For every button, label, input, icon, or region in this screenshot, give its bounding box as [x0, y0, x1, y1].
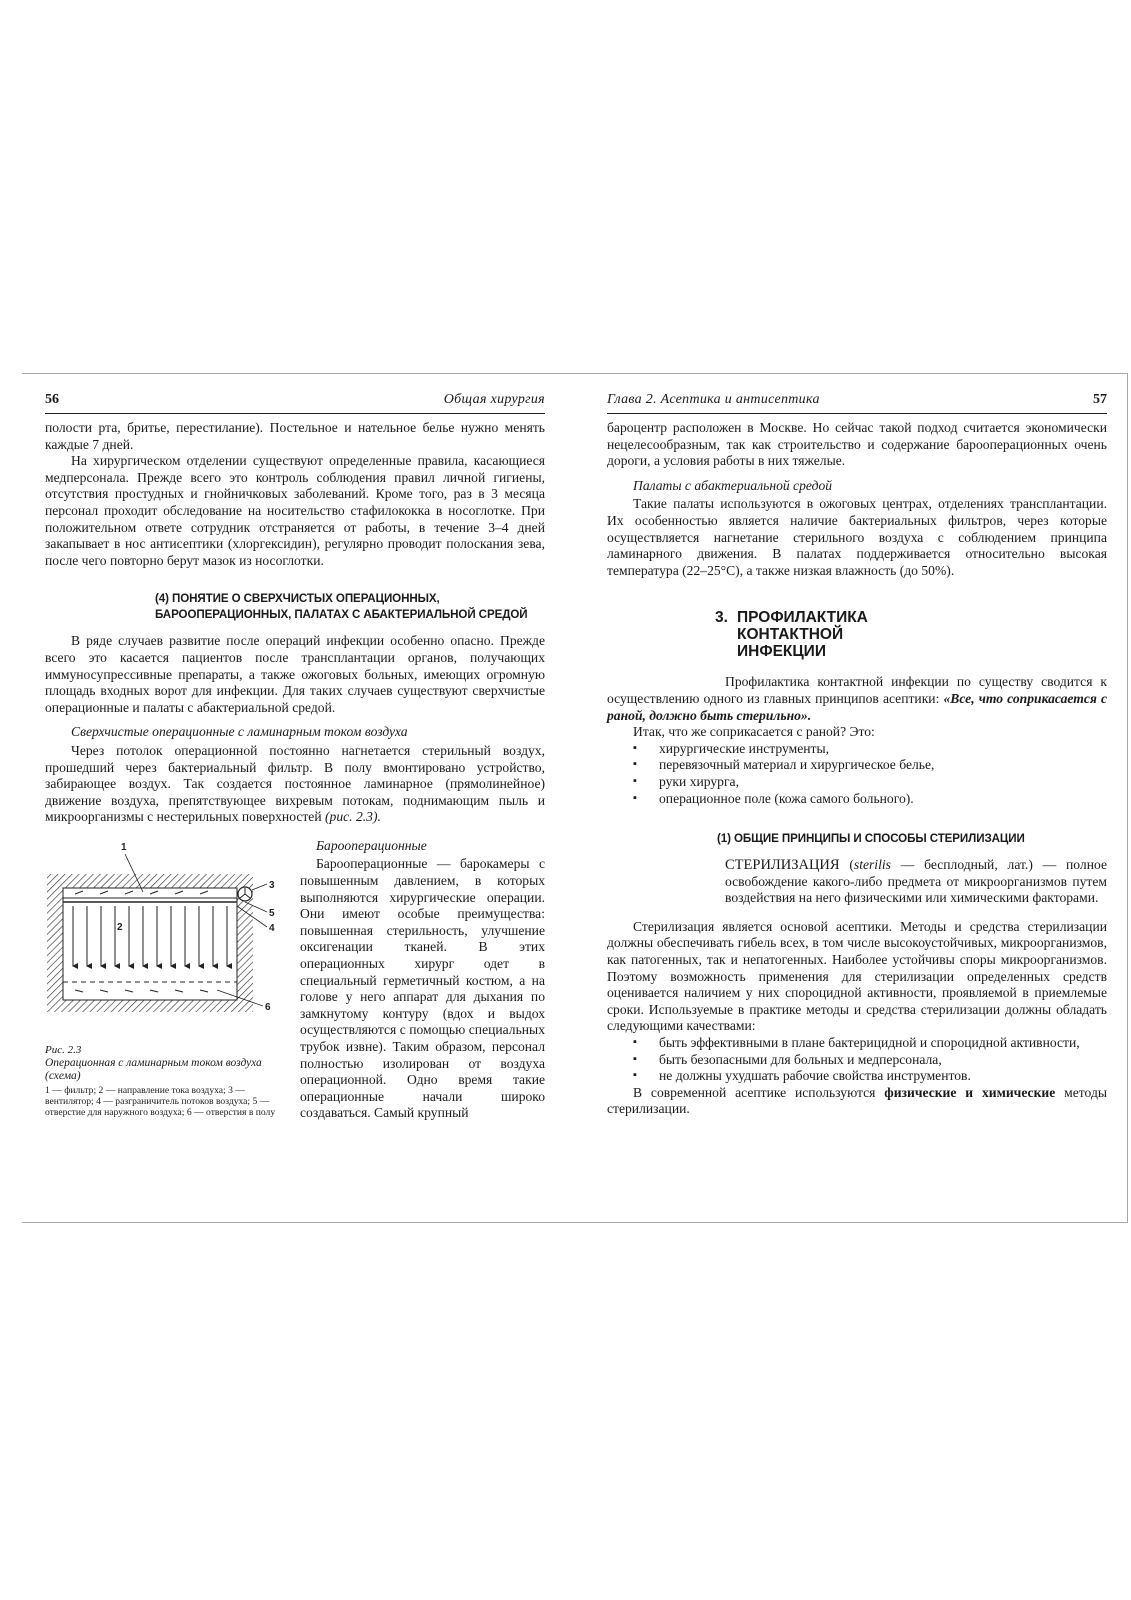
bullet-list	[607, 1035, 1107, 1085]
list-item: ▪ перевязочный материал и хирургическое белье,	[607, 757, 1107, 774]
page-number: 57	[1093, 392, 1107, 407]
paragraph: На хирургическом отделении существуют определенные правила, касающиеся медперсонала. Прежде всего это контроль соблюдения правил личной гигиены, отсутствия простудных и гнойничковых заболеваний. Кроме того, раз в 3 месяца персонал проходит обследование на носительство стафилококка в носоглотке. При положительном ответе сотрудник отстраняется от работы, в течение 3–4 дней закапывает в нос антисептики (хлоргексидин), регулярно проводит полоскания зева, после чего повторно берут мазок из носоглотки.	[45, 453, 545, 568]
quote: «Все, что соприкасается с раной, должно быть стерильно».	[607, 690, 1107, 723]
figure-label: 5	[269, 907, 275, 919]
paragraph: Барооперационные — барокамеры с повышенным давлением, в которых выполняются хирургические операции. Они имеют особые преимущества: повышенная стерильность, улучшение оксигенации тканей. В этих операционных хирург одет в специальный герметичный костюм, а на голове у него аппарат для дыхания по замкнутому контуру (вдох и выдох осуществляются с помощью специальных трубок извне). Таким образом, персонал полностью изолирован от воздуха операционной. Одно время такие операционные начали широко создаваться. Самый крупный	[300, 856, 545, 1121]
book-spread	[22, 373, 1128, 1223]
figure-reference: (рис. 2.3).	[325, 809, 381, 825]
bullet-list	[607, 741, 1107, 807]
running-header-right	[607, 392, 1107, 414]
running-header-left	[45, 392, 545, 414]
paragraph-text: В современной асептике используются	[633, 1084, 876, 1100]
chapter-number: 3.	[715, 609, 728, 627]
paragraph	[45, 743, 545, 826]
paragraph: бароцентр расположен в Москве. Но сейчас такой подход считается экономически нецелесообразным, так как строительство и содержание барооперационных очень дороги, а условия работы в них тяжелые.	[607, 420, 1107, 469]
figure-label: 1	[121, 841, 127, 853]
subheading: Барооперационные	[316, 837, 427, 853]
list-item: ▪ быть безопасными для больных и медперсонала,	[607, 1052, 1107, 1069]
figure-2-3	[45, 830, 285, 1118]
definition-text: — бесплодный, лат.) — полное освобождение какого-либо предмета от микроорганизмов путем воздействия на него физическими или химическими факторами.	[725, 857, 1107, 906]
section-heading-line: БАРООПЕРАЦИОННЫХ, ПАЛАТАХ С АБАКТЕРИАЛЬНОЙ СРЕДОЙ	[155, 608, 528, 622]
page-57	[607, 392, 1107, 1118]
list-item: ▪ не должны ухудшать рабочие свойства инструментов.	[607, 1068, 1107, 1085]
latin-term: sterilis	[853, 857, 891, 873]
figure-area	[45, 830, 545, 1140]
figure-label: 4	[269, 922, 275, 934]
laminar-flow-diagram	[45, 830, 285, 1030]
caption-number: Рис. 2.3	[45, 1044, 82, 1057]
paragraph: В ряде случаев развитие после операций инфекции особенно опасно. Прежде всего это касается пациентов после трансплантации органов, получающих иммуносупрессивные препараты, а также ожоговых больных, имеющих огромную площадь входных ворот для инфекции. Для таких случаев существуют сверхчистые операционные и палаты с абактериальной средой.	[45, 633, 545, 715]
text-column	[300, 830, 545, 1122]
paragraph: полости рта, бритье, перестилание). Постельное и нательное белье нужно менять каждые 7 дней.	[45, 420, 545, 452]
chapter-title-line: ИНФЕКЦИИ	[737, 643, 826, 661]
paragraph-text: Профилактика контактной инфекции по существу сводится к осуществлению одного из главных принципов асептики:	[607, 674, 1107, 706]
list-item: ▪ руки хирурга,	[607, 774, 1107, 791]
caption-title: Операционная с ламинарным током воздуха (схема)	[45, 1057, 262, 1083]
subheading: Палаты с абактериальной средой	[633, 477, 833, 493]
figure-label: 2	[117, 921, 123, 933]
paragraph: Стерилизация является основой асептики. Методы и средства стерилизации должны обеспечивать гибель всех, в том числе высокоустойчивых, микроорганизмов, как патогенных, так и непатогенных. Наиболее устойчивы споры микроорганизмов. Поэтому возможность применения для стерилизации определенных средств оценивается наличием у них спороцидной активности, проявляемой в приемлемые сроки. Используемые в практике методы и средства стерилизации должны обладать следующими качествами:	[607, 918, 1107, 1034]
subheading: Сверхчистые операционные с ламинарным током воздуха	[71, 724, 408, 740]
figure-caption	[45, 1044, 285, 1118]
paragraph: Итак, что же соприкасается с раной? Это:	[633, 724, 875, 740]
paragraph-text: Через потолок операционной постоянно нагнетается стерильный воздух, прошедший через бактериальный фильтр. В полу вмонтировано устройство, забирающее воздух. Так создается постоянное ламинарное (прямолинейное) движение воздуха, препятствующее вихревым потокам, поднимающим пыль и микроорганизмы с нестерильных поверхностей	[45, 742, 545, 825]
list-item: ▪ хирургические инструменты,	[607, 741, 1107, 758]
running-title: Глава 2. Асептика и антисептика	[607, 392, 820, 407]
page-number: 56	[45, 392, 59, 407]
chapter-heading	[715, 609, 1107, 660]
paragraph: Такие палаты используются в ожоговых центрах, отделениях трансплантации. Их особенностью является наличие бактериальных фильтров, через которые осуществляется нагнетание стерильного воздуха с соблюдением принципа ламинарного движения. В палатах поддерживается относительно высокая температура (22–25°C), а также низкая влажность (до 50%).	[607, 496, 1107, 578]
page-56	[45, 392, 545, 1140]
section-heading	[155, 591, 545, 623]
definition-paragraph: СТЕРИЛИЗАЦИЯ (sterilis — бесплодный, лат.) — полное освобождение какого-либо предмета от микроорганизмов путем воздействия на него физическими или химическими факторами.	[725, 857, 1107, 906]
caption-legend: 1 — фильтр; 2 — направление тока воздуха; 3 — вентилятор; 4 — разграничитель потоков воздуха; 5 — отверстие для наружного воздуха; 6 — отверстия в полу	[45, 1085, 276, 1119]
paragraph	[607, 674, 1107, 724]
list-item: ▪ быть эффективными в плане бактерицидной и спороцидной активности,	[607, 1035, 1107, 1052]
paragraph	[607, 1085, 1107, 1118]
section-heading: (1) ОБЩИЕ ПРИНЦИПЫ И СПОСОБЫ СТЕРИЛИЗАЦИИ	[717, 832, 1025, 846]
figure-label: 6	[265, 1001, 271, 1013]
figure-label: 3	[269, 879, 275, 891]
section-heading-line: (4) ПОНЯТИЕ О СВЕРХЧИСТЫХ ОПЕРАЦИОННЫХ,	[155, 592, 440, 606]
chapter-title-line: КОНТАКТНОЙ	[737, 626, 844, 644]
running-title: Общая хирургия	[443, 392, 545, 407]
term: СТЕРИЛИЗАЦИЯ	[725, 857, 840, 874]
bold-text: физические и химические	[884, 1084, 1056, 1100]
list-item: ▪ операционное поле (кожа самого больного).	[607, 791, 1107, 808]
chapter-title-line: ПРОФИЛАКТИКА	[737, 609, 868, 627]
paragraph-text: методы стерилизации.	[607, 1084, 1107, 1117]
